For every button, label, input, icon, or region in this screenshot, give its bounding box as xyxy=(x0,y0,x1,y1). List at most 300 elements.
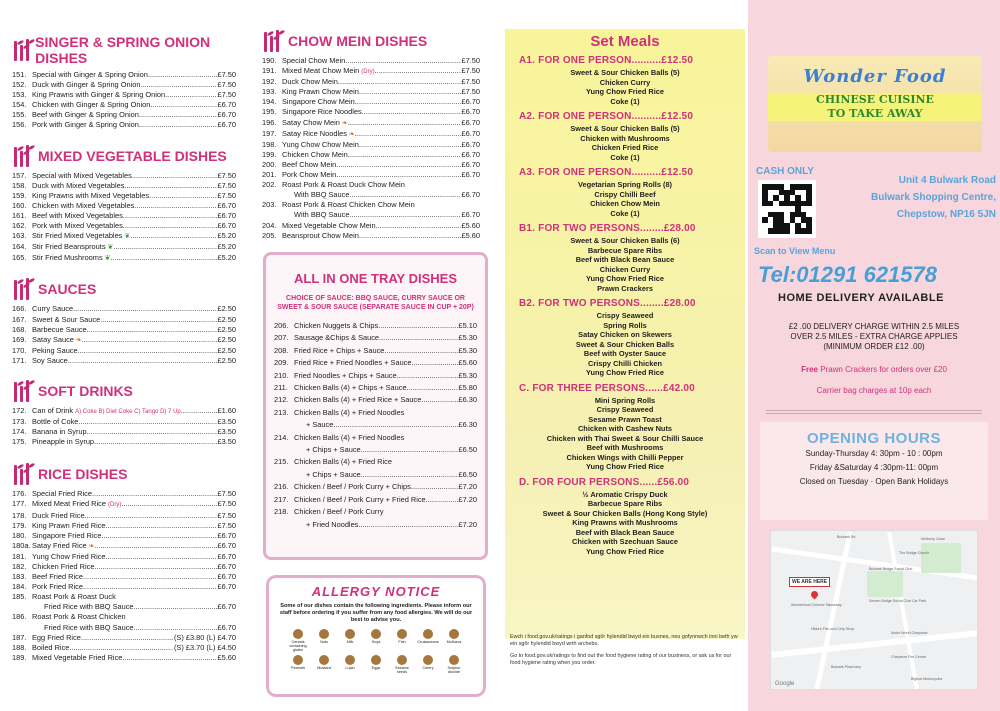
menu-item xyxy=(262,118,480,129)
item-number: 156. xyxy=(12,120,27,130)
item-name xyxy=(32,427,217,437)
item-price: £5.60 xyxy=(458,357,478,369)
item-price: £6.70 xyxy=(217,210,236,220)
google-label: Google xyxy=(775,681,795,687)
item-name xyxy=(282,150,461,160)
item-number: 177. xyxy=(12,499,27,509)
set-meal-lines xyxy=(505,311,745,378)
allergen-icon xyxy=(397,655,407,665)
menu-item xyxy=(262,56,480,66)
delivery-line-1: £2 .00 DELIVERY CHARGE WITHIN 2.5 MILES xyxy=(788,322,960,331)
menu-item xyxy=(12,633,236,643)
item-name xyxy=(294,519,458,531)
item-number: 153. xyxy=(12,90,27,100)
item-name-text: Soy Sauce xyxy=(32,355,68,365)
item-number: 208. xyxy=(274,345,289,355)
item-name-text: Satay Fried Rice xyxy=(32,540,87,550)
menu-section xyxy=(12,278,236,366)
item-price: £5.20 xyxy=(217,231,237,242)
allergen-label: Peanuts xyxy=(291,666,305,670)
section-title xyxy=(12,145,236,167)
item-name-text: Beef with Mixed Vegetables xyxy=(32,210,123,220)
item-number: 197. xyxy=(262,128,277,138)
menu-section xyxy=(12,463,236,663)
menu-item xyxy=(12,521,236,531)
menu-item xyxy=(274,419,477,431)
item-name xyxy=(32,90,217,100)
menu-item xyxy=(12,171,236,181)
item-number: 216. xyxy=(274,482,289,492)
map-road xyxy=(771,630,978,658)
allergen-list xyxy=(275,629,477,674)
menu-section xyxy=(262,30,480,241)
item-name xyxy=(294,320,458,332)
allergen-icon xyxy=(397,629,407,639)
set-meal-heading: D. FOR FOUR PERSONS......£56.00 xyxy=(519,476,690,488)
item-price xyxy=(476,506,477,518)
set-meal-line: Spring Rolls xyxy=(603,320,647,330)
set-meal-line: Sesame Prawn Toast xyxy=(588,414,662,424)
item-name xyxy=(282,97,461,107)
item-number: 202. xyxy=(262,180,277,190)
item-name xyxy=(294,481,458,493)
item-name-text: Fried Rice with BBQ Sauce xyxy=(44,602,134,612)
set-meal-line: Mini Spring Rolls xyxy=(594,395,656,405)
section-title-text: SAUCES xyxy=(38,281,97,298)
menu-item xyxy=(12,90,236,100)
menu-item xyxy=(12,511,236,521)
item-name xyxy=(32,592,235,602)
item-price xyxy=(235,612,236,622)
item-name xyxy=(32,191,217,201)
item-number: 171. xyxy=(12,355,27,365)
map-label-7: Motor World Chepstow xyxy=(891,631,928,635)
item-name-text: Peking Sauce xyxy=(32,345,78,355)
item-price: £6.70 xyxy=(217,110,236,120)
item-price: £5.30 xyxy=(458,332,478,344)
menu-item xyxy=(274,469,477,481)
menu-item xyxy=(262,160,480,170)
set-meal-line: Chicken with Thai Sweet & Sour Chilli Sauce xyxy=(546,433,704,443)
menu-item xyxy=(12,406,236,417)
item-price xyxy=(476,456,477,468)
tray-dishes-box xyxy=(263,252,488,560)
set-meal-line: Prawn Crackers xyxy=(597,283,653,293)
item-price: £6.70 xyxy=(461,139,480,149)
item-name-text: Satay Chow Mein xyxy=(282,117,340,127)
item-name xyxy=(282,129,461,140)
item-name xyxy=(32,253,217,264)
vegetarian-icon: ❦ xyxy=(105,244,114,252)
item-price: £6.70 xyxy=(217,622,236,632)
tray-list xyxy=(274,320,477,531)
item-name-text: Beef with Ginger & Spring Onion xyxy=(32,110,139,120)
section-title-text: RICE DISHES xyxy=(38,466,128,483)
map-park xyxy=(867,571,903,597)
item-name-text: Beansprout Chow Mein xyxy=(282,230,359,240)
item-price: £6.70 xyxy=(461,210,480,220)
menu-item xyxy=(12,211,236,221)
menu-item xyxy=(12,221,236,231)
item-price: £7.50 xyxy=(217,70,236,79)
item-name xyxy=(294,469,458,481)
chilli-icon: ❧ xyxy=(73,336,82,344)
item-number: 162. xyxy=(12,221,27,231)
qr-code-icon[interactable] xyxy=(758,180,816,238)
menu-item xyxy=(12,181,236,191)
item-number: 211. xyxy=(274,383,288,393)
opening-hours xyxy=(760,422,988,520)
item-number: 184. xyxy=(12,582,27,592)
item-price: £5.30 xyxy=(458,370,478,382)
menu-item xyxy=(12,643,236,653)
item-price: £7.50 xyxy=(217,190,236,200)
item-extra: (Dry) xyxy=(361,69,375,76)
item-number: 213. xyxy=(274,407,289,417)
allergen-item xyxy=(365,655,387,674)
telephone[interactable]: Tel:01291 621578 xyxy=(758,262,937,287)
menu-item xyxy=(12,70,236,80)
tray-sauce-note: CHOICE OF SAUCE: BBQ SAUCE, CURRY SAUCE OR SWEET & SOUR SAUCE (SEPARATE SAUCE IN CUP + 20P) xyxy=(277,295,474,311)
item-number: 164. xyxy=(12,242,27,252)
set-meal-line: Beef with Oyster Sauce xyxy=(583,349,667,358)
allergen-item xyxy=(391,655,413,674)
item-price: £6.70 xyxy=(217,221,236,231)
item-number: 187. xyxy=(12,632,27,642)
free-offer xyxy=(756,365,992,374)
allergen-label: Crustaceans xyxy=(417,640,439,644)
item-number: 166. xyxy=(12,304,27,314)
item-name xyxy=(282,107,461,117)
allergen-item xyxy=(339,629,361,652)
item-name-text: Singapore Chow Mein xyxy=(282,97,355,107)
item-price: £7.50 xyxy=(461,56,480,65)
hours-line-3: Closed on Tuesday · Open Bank Holidays xyxy=(799,477,949,486)
left-column xyxy=(12,34,236,663)
item-name-text: + Sauce xyxy=(306,420,334,430)
map-label-2: Wonderfood Chinese Takeaway xyxy=(791,603,842,607)
item-price: £6.70 xyxy=(217,200,236,210)
allergen-item xyxy=(391,629,413,652)
item-name xyxy=(32,562,217,572)
menu-item xyxy=(274,506,477,518)
item-name-text: Pork with Mixed Vegetables xyxy=(32,221,123,231)
allergen-label: Eggs xyxy=(371,666,381,670)
vegetarian-icon: ❦ xyxy=(102,255,111,263)
menu-item xyxy=(262,97,480,107)
item-name-text: Barbecue Sauce xyxy=(32,324,87,334)
item-number: 186. xyxy=(12,612,27,622)
item-name-text: Chicken / Beef / Pork Curry + Fried Rice xyxy=(294,494,426,504)
item-price: £2.50 xyxy=(217,314,236,324)
item-price: £3.50 xyxy=(217,427,236,437)
item-name xyxy=(282,180,479,190)
item-name xyxy=(282,87,461,97)
item-name-text: Singapore Fried Rice xyxy=(32,530,102,540)
item-name-text: Sweet & Sour Sauce xyxy=(32,314,101,324)
item-number: 168. xyxy=(12,324,27,334)
set-meal-line: Beef with Black Bean Sauce xyxy=(575,527,675,537)
menu-item xyxy=(262,66,480,77)
item-name xyxy=(32,100,217,110)
set-meal xyxy=(505,477,745,557)
menu-item xyxy=(262,107,480,117)
item-name xyxy=(282,77,461,87)
allergen-item xyxy=(287,629,309,652)
item-price: £6.70 xyxy=(217,582,236,592)
item-number: 182. xyxy=(12,562,27,571)
item-number: 151. xyxy=(12,70,27,79)
item-extra: A) Coke B) Diet Coke C) Tango D) 7 Up xyxy=(75,408,181,415)
item-number: 154. xyxy=(12,100,27,110)
set-meal-line: Crispy Chilli Beef xyxy=(594,189,656,199)
menu-item xyxy=(274,370,477,382)
item-name xyxy=(282,160,461,170)
allergen-icon xyxy=(423,655,433,665)
menu-item xyxy=(12,110,236,120)
item-price: £5.30 xyxy=(458,345,478,357)
bamboo-icon xyxy=(12,39,31,61)
menu-item xyxy=(12,335,236,346)
item-number: 192. xyxy=(262,77,277,87)
item-number: 167. xyxy=(12,314,27,324)
chow-mein-column xyxy=(262,30,480,251)
set-meal-line: Chicken Curry xyxy=(599,264,651,274)
allergen-label: Nuts xyxy=(320,640,328,644)
item-name-text: Pork with Ginger & Spring Onion xyxy=(32,120,139,130)
allergen-item xyxy=(313,655,335,674)
item-name xyxy=(294,419,458,431)
item-price: £2.50 xyxy=(217,345,236,355)
map-pin-icon[interactable] xyxy=(810,590,820,600)
item-name-text: Pork Fried Rice xyxy=(32,582,83,592)
item-number: 198. xyxy=(262,139,277,149)
allergen-label: Fish xyxy=(398,640,406,644)
set-meal-line: Satay Chicken on Skewers xyxy=(578,330,672,339)
item-number: 204. xyxy=(262,220,277,230)
item-name xyxy=(294,444,458,456)
item-price: £7.50 xyxy=(461,66,481,77)
menu-item xyxy=(274,407,477,419)
item-price: £7.20 xyxy=(458,519,478,531)
item-name xyxy=(282,140,461,150)
menu-item xyxy=(12,582,236,592)
item-price: £6.70 xyxy=(217,530,236,540)
allergen-icon xyxy=(293,655,303,665)
item-number: 185. xyxy=(12,592,27,602)
menu-section xyxy=(12,380,236,447)
item-price: £6.70 xyxy=(217,541,237,552)
item-name-text: Egg Fried Rice xyxy=(32,632,81,642)
allergen-icon xyxy=(371,629,381,639)
set-meal-line: Sweet & Sour Chicken Balls (6) xyxy=(570,236,680,245)
set-meal-heading: A2. FOR ONE PERSON..........£12.50 xyxy=(519,111,694,122)
item-name-text: Roast Pork & Roast Chicken Chow Mein xyxy=(282,200,415,210)
item-name-text: Chicken Balls (4) + Fried Rice xyxy=(294,457,392,467)
set-meal-heading: B2. FOR TWO PERSONS........£28.00 xyxy=(519,298,696,309)
item-name-text: Curry Sauce xyxy=(32,304,74,314)
set-meal-line: Chicken with Mushrooms xyxy=(580,133,670,143)
item-name xyxy=(294,345,458,357)
menu-item xyxy=(12,242,236,253)
menu-item xyxy=(12,356,236,366)
item-name xyxy=(32,304,217,314)
menu-item xyxy=(12,623,236,633)
item-name-text: Duck with Ginger & Spring Onion xyxy=(32,80,141,90)
item-name xyxy=(32,602,217,612)
allergen-icon xyxy=(319,629,329,639)
item-name xyxy=(32,110,217,120)
menu-item xyxy=(274,357,477,369)
set-meal-lines xyxy=(505,180,745,218)
section-title-text: SOFT DRINKS xyxy=(38,382,133,399)
item-price: £3.50 xyxy=(217,417,236,427)
item-price: £6.70 xyxy=(217,562,236,571)
item-name xyxy=(32,633,173,643)
allergen-icon xyxy=(319,655,329,665)
item-number: 183. xyxy=(12,572,27,582)
allergen-item xyxy=(287,655,309,674)
set-meal-heading: B1. FOR TWO PERSONS........£28.00 xyxy=(519,223,696,234)
item-number: 155. xyxy=(12,110,27,120)
item-number: 174. xyxy=(12,427,27,437)
item-price: £7.50 xyxy=(217,510,236,520)
item-name-text: Can of Drink xyxy=(32,405,74,415)
item-number: 203. xyxy=(262,200,277,210)
item-number: 178. xyxy=(12,510,27,520)
qr-grid xyxy=(762,184,812,234)
item-price: £7.50 xyxy=(217,90,236,100)
item-name xyxy=(294,382,458,394)
item-name xyxy=(294,332,458,344)
item-price: £2.50 xyxy=(217,304,236,314)
menu-item xyxy=(262,180,480,190)
menu-item xyxy=(12,612,236,622)
item-name-text: King Prawn Fried Rice xyxy=(32,520,106,530)
item-price: £6.30 xyxy=(458,419,478,431)
allergen-label: Milk xyxy=(346,640,354,644)
item-name-text: Boiled Rice xyxy=(32,642,70,652)
item-name-text: Mixed Vegetable Fried Rice xyxy=(32,652,123,662)
item-number: 179. xyxy=(12,520,27,530)
hours-line-2: Friday &Saturday 4 :30pm-11: 00pm xyxy=(809,463,939,472)
menu-item xyxy=(262,140,480,150)
allergen-icon xyxy=(449,629,459,639)
item-name-text: Singapore Rice Noodles xyxy=(282,107,362,117)
item-number: 180a. xyxy=(12,540,31,550)
item-name xyxy=(294,456,476,468)
allergen-item xyxy=(417,629,439,652)
item-number: 205. xyxy=(262,230,277,240)
item-name xyxy=(294,432,476,444)
allergen-label: Lupin xyxy=(345,666,355,670)
menu-item xyxy=(274,394,477,406)
set-meal-line: Chicken with Szechuan Sauce xyxy=(572,537,678,546)
section-title-text: CHOW MEIN DISHES xyxy=(288,33,428,49)
menu-item xyxy=(12,592,236,602)
item-price: (S) £3.70 (L) £4.50 xyxy=(173,642,236,652)
item-name-text: Chicken Chow Mein xyxy=(282,149,348,159)
item-number: 159. xyxy=(12,190,27,200)
address-line-2: Bulwark Shopping Centre, xyxy=(870,192,996,203)
item-name xyxy=(32,531,217,541)
item-name-text: Stir Fried Mixed Vegetables xyxy=(32,231,123,241)
allergy-title: ALLERGY NOTICE xyxy=(311,584,441,599)
address-line-1: Unit 4 Bulwark Road xyxy=(898,175,996,186)
menu-item xyxy=(262,210,480,220)
set-meal-heading: A1. FOR ONE PERSON..........£12.50 xyxy=(519,55,694,66)
item-name-text: Duck Fried Rice xyxy=(32,510,85,520)
allergen-icon xyxy=(345,629,355,639)
item-number: 161. xyxy=(12,210,27,220)
item-number: 215. xyxy=(274,457,289,467)
address-line-3: Chepstow, NP16 5JN xyxy=(896,209,996,220)
set-meal-line: Vegetarian Spring Rolls (8) xyxy=(577,180,673,189)
allergen-item xyxy=(313,629,335,652)
bamboo-icon xyxy=(12,380,34,402)
item-name xyxy=(294,494,458,506)
item-name xyxy=(32,511,217,521)
item-price: £7.50 xyxy=(217,80,236,90)
menu-item xyxy=(274,332,477,344)
section-title xyxy=(12,380,236,402)
item-name-text: Special with Ginger & Spring Onion xyxy=(32,70,148,79)
item-number: 172. xyxy=(12,405,27,415)
item-number: 173. xyxy=(12,417,27,427)
tray-title: ALL IN ONE TRAY DISHES xyxy=(293,271,457,286)
item-name-text: Duck Chow Mein xyxy=(282,77,338,87)
item-name-text: Banana in Syrup xyxy=(32,427,87,437)
item-number: 175. xyxy=(12,437,27,447)
menu-item xyxy=(274,494,477,506)
map-label-8: Chepstow Fire Centre xyxy=(891,655,926,659)
menu-item xyxy=(262,200,480,210)
item-name xyxy=(282,231,461,241)
item-number: 180. xyxy=(12,530,27,540)
section-title xyxy=(12,34,236,66)
item-price: £7.50 xyxy=(217,489,236,499)
item-name-text: Pineapple in Syrup xyxy=(32,437,95,447)
item-number: 165. xyxy=(12,253,27,263)
item-name-text: Fried Rice + Fried Noodles + Sauce xyxy=(294,358,412,368)
location-map[interactable] xyxy=(770,530,978,690)
menu-item xyxy=(274,320,477,332)
bag-charge: Carrier bag charges at 10p each xyxy=(816,386,932,395)
item-name-text: Mixed Meat Fried Rice xyxy=(32,499,106,509)
item-name xyxy=(294,407,476,419)
item-price xyxy=(235,592,236,602)
set-meal-lines xyxy=(505,396,745,472)
item-name-text: Yung Chow Fried Rice xyxy=(32,551,106,561)
item-name xyxy=(282,170,461,180)
item-name xyxy=(282,221,461,231)
address xyxy=(828,172,996,223)
free-label: Free xyxy=(801,365,818,374)
set-meal-line: King Prawns with Mushrooms xyxy=(572,518,678,527)
item-price: £6.70 xyxy=(461,190,480,200)
section-title-text: MIXED VEGETABLE DISHES xyxy=(38,147,227,164)
item-number: 170. xyxy=(12,345,27,355)
item-price: £7.50 xyxy=(217,170,236,180)
item-name xyxy=(32,356,217,366)
item-name-text: King Prawns with Ginger & Spring Onion xyxy=(32,90,166,100)
item-name-text: Pork Chow Mein xyxy=(282,170,337,180)
set-meal-line: Chicken Curry xyxy=(599,77,651,87)
item-name xyxy=(282,118,461,129)
item-name xyxy=(282,66,461,77)
item-number: 209. xyxy=(274,358,289,368)
item-name-text: Roast Pork & Roast Duck Chow Mein xyxy=(282,180,405,190)
